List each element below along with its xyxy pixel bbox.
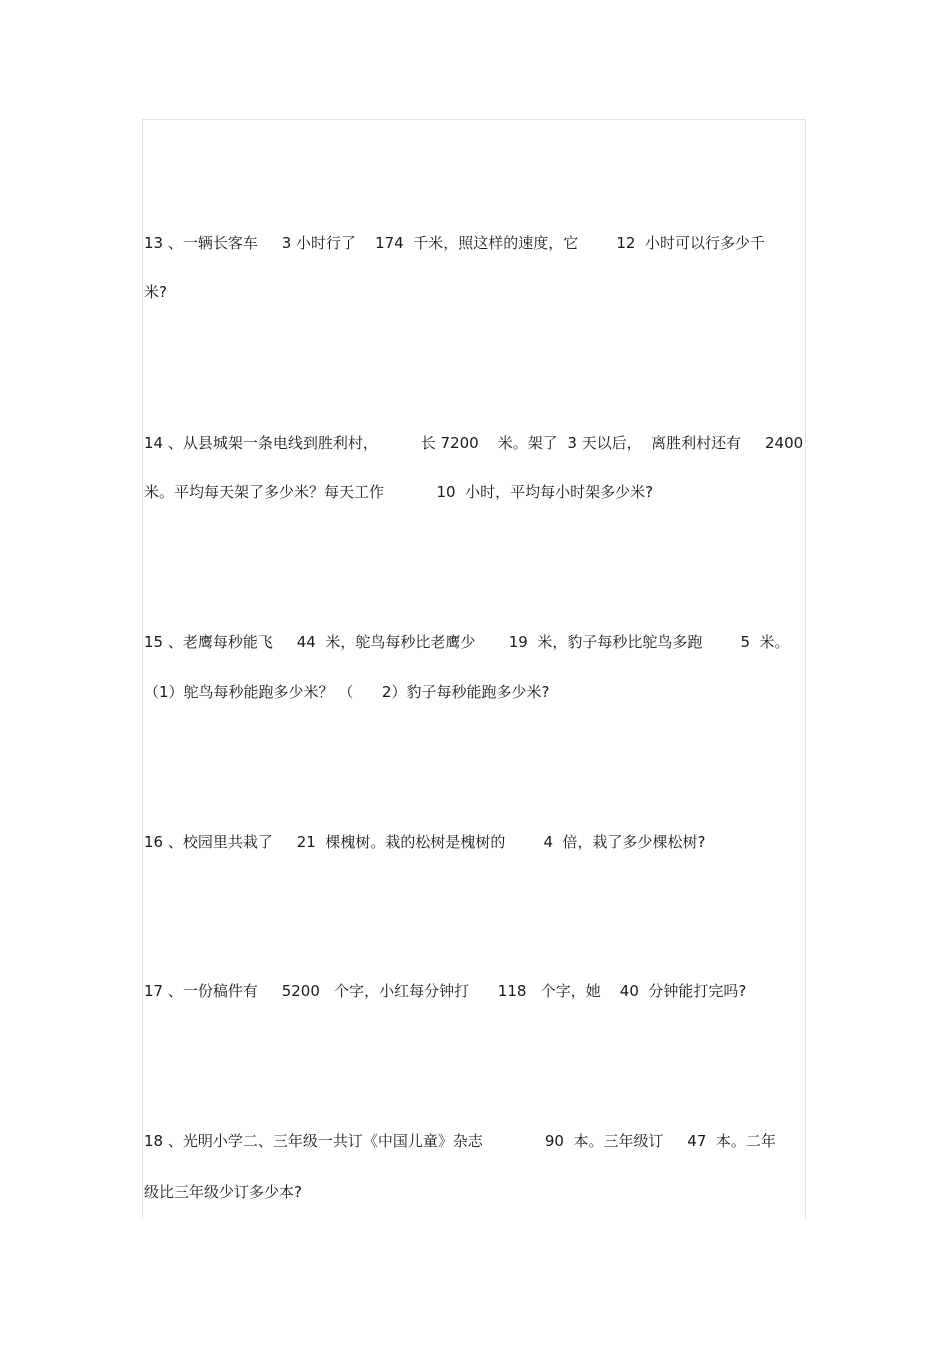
question-17-line-1: 17 、一份稿件有 5200 个字，小红每分钟打 118 个字，她 40 分钟能打完吗? bbox=[144, 982, 747, 1000]
question-14-line-1: 14 、从县城架一条电线到胜利村， 长 7200 米。架了 3 天以后， 离胜利村还有 2400 bbox=[144, 434, 804, 452]
question-15-line-2: （1）鸵鸟每秒能跑多少米？ （ 2）豹子每秒能跑多少米? bbox=[144, 683, 550, 701]
question-14-line-2: 米。平均每天架了多少米？每天工作 10 小时，平均每小时架多少米? bbox=[144, 483, 654, 501]
question-13-line-1: 13 、一辆长客车 3 小时行了 174 千米，照这样的速度，它 12 小时可以行多少千 bbox=[144, 234, 766, 252]
question-16-line-1: 16 、校园里共栽了 21 棵槐树。栽的松树是槐树的 4 倍，栽了多少棵松树? bbox=[144, 833, 706, 851]
question-18-line-1: 18 、光明小学二、三年级一共订《中国儿童》杂志 90 本。三年级订 47 本。二年 bbox=[144, 1132, 776, 1150]
question-15-line-1: 15 、老鹰每秒能飞 44 米，鸵鸟每秒比老鹰少 19 米，豹子每秒比鸵鸟多跑 5 米。 bbox=[144, 633, 790, 651]
question-18-line-2: 级比三年级少订多少本? bbox=[144, 1183, 302, 1201]
question-13-line-2: 米? bbox=[144, 283, 167, 301]
